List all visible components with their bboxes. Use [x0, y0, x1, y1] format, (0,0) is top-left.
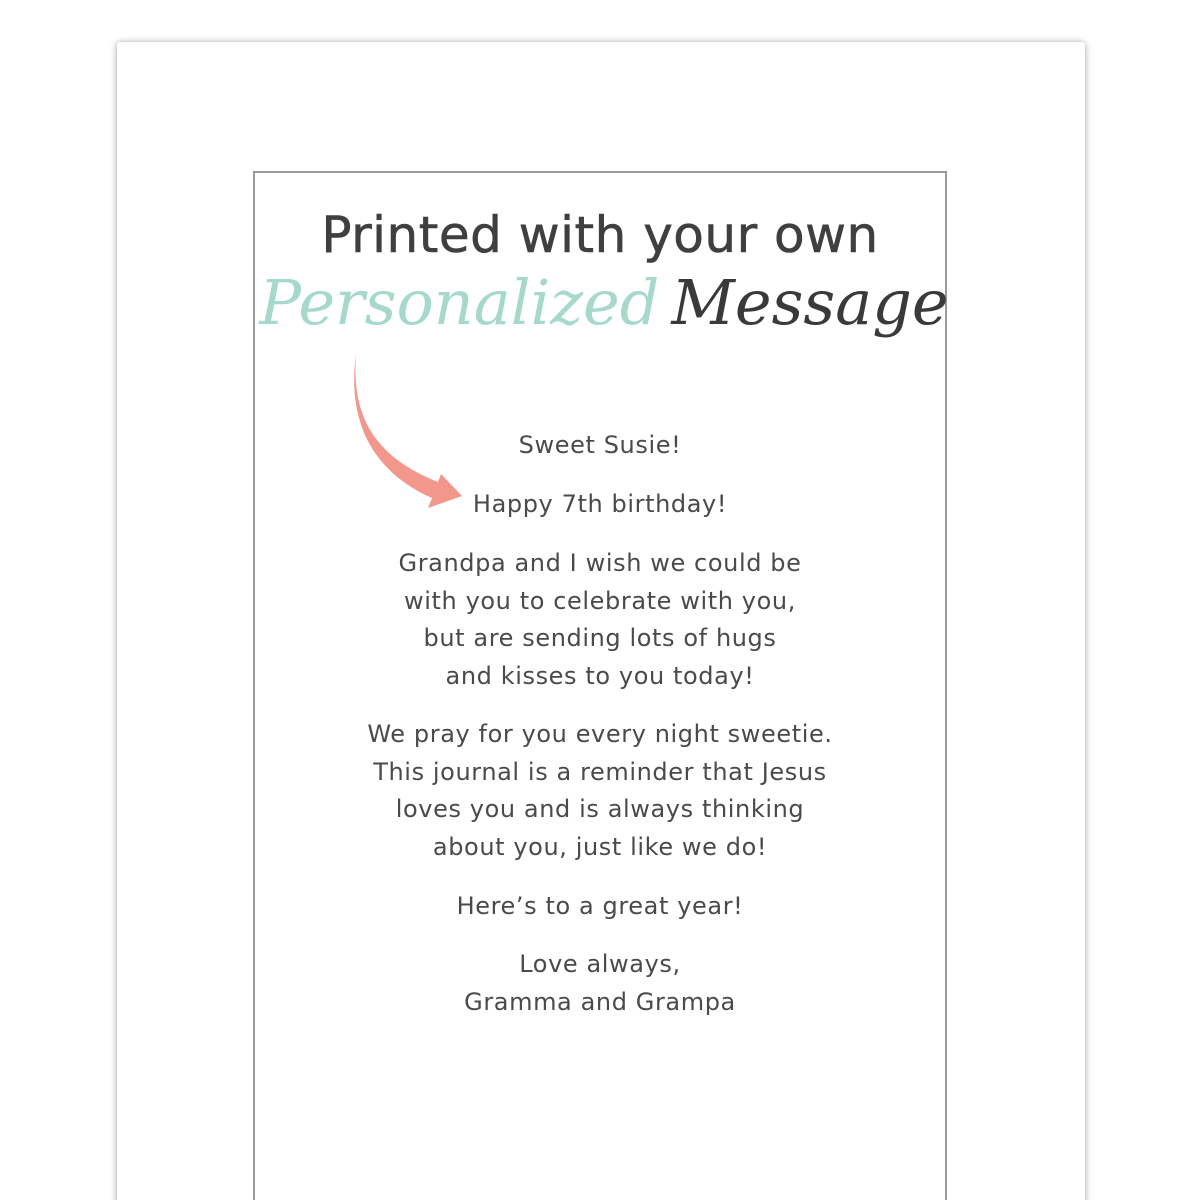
paragraph-line: and kisses to you today!: [445, 661, 755, 690]
paragraph-line: Grandpa and I wish we could be: [398, 549, 802, 577]
paragraph-line: but are sending lots of hugs: [423, 624, 777, 652]
script-dark-word: Message: [671, 266, 949, 339]
headline: Printed with your own: [321, 206, 879, 264]
closing-wish-text: Here’s to a great year!: [456, 892, 744, 920]
greeting-text: Sweet Susie!: [518, 431, 682, 459]
signoff: [0, 946, 1200, 1021]
paragraph-line: We pray for you every night sweetie.: [367, 720, 833, 748]
paragraph-line: This journal is a reminder that Jesus: [373, 757, 827, 786]
paragraph-line: about you, just like we do!: [432, 832, 768, 861]
script-heading: [0, 266, 1200, 339]
wish-text: Happy 7th birthday!: [472, 490, 728, 518]
script-accent-word: Personalized: [259, 266, 660, 339]
paragraph-line: loves you and is always thinking: [395, 795, 805, 823]
signoff-line: Love always,: [519, 950, 681, 978]
signoff-names: Gramma and Grampa: [464, 987, 736, 1016]
paragraph-one: [0, 545, 1200, 695]
paragraph-line: with you to celebrate with you,: [404, 586, 796, 615]
paragraph-two: [0, 716, 1200, 866]
